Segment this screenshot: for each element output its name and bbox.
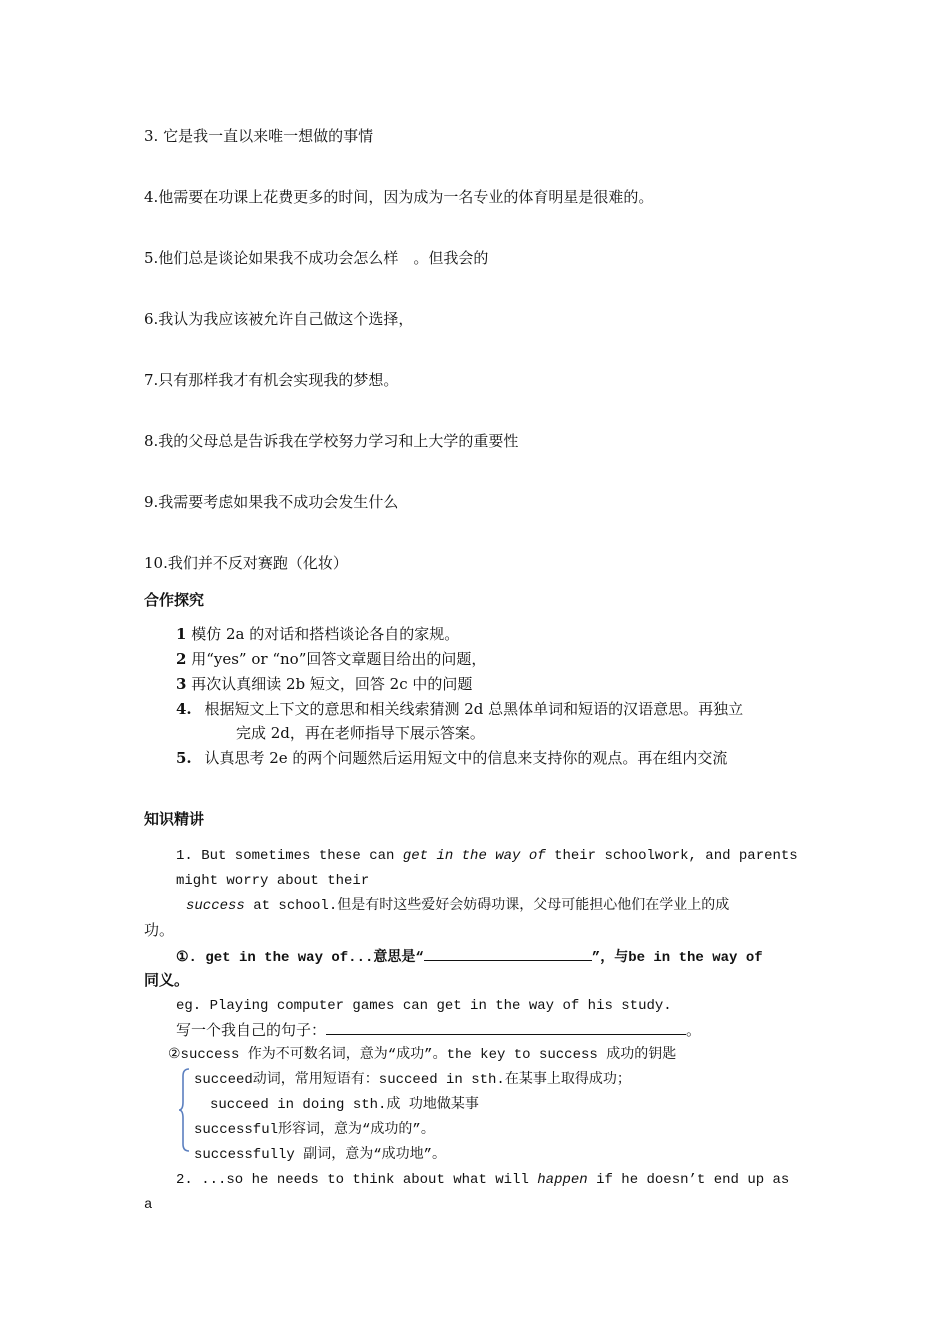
coop-item-text: 根据短文上下文的意思和相关线索猜测 2d 总黑体单词和短语的汉语意思。再独立 xyxy=(204,700,744,718)
coop-item-1 xyxy=(176,624,459,644)
coop-item-number: 1 xyxy=(176,625,187,643)
text-run: 2. ...so he needs to think about what will xyxy=(176,1172,538,1188)
own-sentence-blank[interactable] xyxy=(326,1020,686,1035)
coop-item-number: 2 xyxy=(176,650,187,668)
successful-adjective-line: successful形容词，意为“成功的”。 xyxy=(194,1122,435,1138)
sentence-10: 10.我们并不反对赛跑（化妆） xyxy=(144,554,348,572)
section-heading-knowledge: 知识精讲 xyxy=(144,810,205,828)
sentence-6: 6.我认为我应该被允许自己做这个选择， xyxy=(144,310,414,328)
text-run: 。 xyxy=(686,1021,702,1039)
answer-blank[interactable] xyxy=(424,946,592,961)
word-happen: happen xyxy=(537,1172,588,1188)
point-2-success: ②success 作为不可数名词，意为“成功”。the key to success 成功的钥匙 xyxy=(168,1047,677,1063)
coop-item-4 xyxy=(176,699,743,719)
coop-item-3 xyxy=(176,674,472,694)
phrase-get-in-the-way-of: get in the way of xyxy=(402,848,546,864)
text-run: their schoolwork, and parents xyxy=(545,848,798,864)
sentence-3: 3. 它是我一直以来唯一想做的事情 xyxy=(144,127,374,145)
coop-item-text: 模仿 2a 的对话和搭档谈论各自的家规。 xyxy=(191,625,460,643)
text-run: ”，与be in the way of xyxy=(591,950,763,966)
coop-item-text: 再次认真细读 2b 短文，回答 2c 中的问题 xyxy=(191,675,473,693)
text-run: 1. But sometimes these can xyxy=(176,848,403,864)
text-run: 写一个我自己的句子： xyxy=(176,1021,327,1039)
point-1-get-in-the-way xyxy=(176,946,763,968)
text-run: at school.但是有时这些爱好会妨碍功课，父母可能担心他们在学业上的成 xyxy=(244,898,730,914)
sentence-7: 7.只有那样我才有机会实现我的梦想。 xyxy=(144,371,399,389)
successfully-adverb-line: successfully 副词，意为“成功地”。 xyxy=(194,1147,447,1163)
coop-item-number: 5. xyxy=(176,749,192,767)
sentence-4: 4.他需要在功课上花费更多的时间，因为成为一名专业的体育明星是很难的。 xyxy=(144,188,654,206)
coop-item-number: 3 xyxy=(176,675,187,693)
text-run: if he doesn’t end up as xyxy=(587,1172,790,1188)
knowledge-point-1-line-4: 功。 xyxy=(144,921,175,939)
coop-item-text: 用“yes” or “no”回答文章题目给出的问题， xyxy=(191,650,487,668)
sentence-8: 8.我的父母总是告诉我在学校努力学习和上大学的重要性 xyxy=(144,432,519,450)
coop-item-2 xyxy=(176,649,486,669)
example-sentence: eg. Playing computer games can get in the way of his study. xyxy=(176,998,672,1014)
knowledge-point-1-line-2: might worry about their xyxy=(176,873,370,889)
sentence-5: 5.他们总是谈论如果我不成功会怎么样 。但我会的 xyxy=(144,249,489,267)
knowledge-point-1-line-1 xyxy=(176,846,798,866)
coop-item-4-continued: 完成 2d，再在老师指导下展示答案。 xyxy=(236,724,485,742)
succeed-verb-line: succeed动词，常用短语有：succeed in sth.在某事上取得成功； xyxy=(194,1072,631,1088)
knowledge-point-2-line-1 xyxy=(176,1170,789,1190)
coop-item-5 xyxy=(176,748,727,768)
point-1-synonym-tail: 同义。 xyxy=(144,971,190,989)
curly-brace-icon xyxy=(178,1068,190,1152)
knowledge-point-2-line-2: a xyxy=(144,1197,153,1213)
sentence-9: 9.我需要考虑如果我不成功会发生什么 xyxy=(144,493,399,511)
section-heading-cooperation: 合作探究 xyxy=(144,591,205,609)
text-run: ①. get in the way of...意思是“ xyxy=(176,950,424,966)
coop-item-text: 认真思考 2e 的两个问题然后运用短文中的信息来支持你的观点。再在组内交流 xyxy=(204,749,728,767)
succeed-in-doing-line: succeed in doing sth.成 功地做某事 xyxy=(210,1097,479,1113)
word-success: success xyxy=(186,898,245,914)
own-sentence-line xyxy=(176,1020,701,1040)
coop-item-number: 4. xyxy=(176,700,192,718)
knowledge-point-1-line-3 xyxy=(186,896,729,916)
